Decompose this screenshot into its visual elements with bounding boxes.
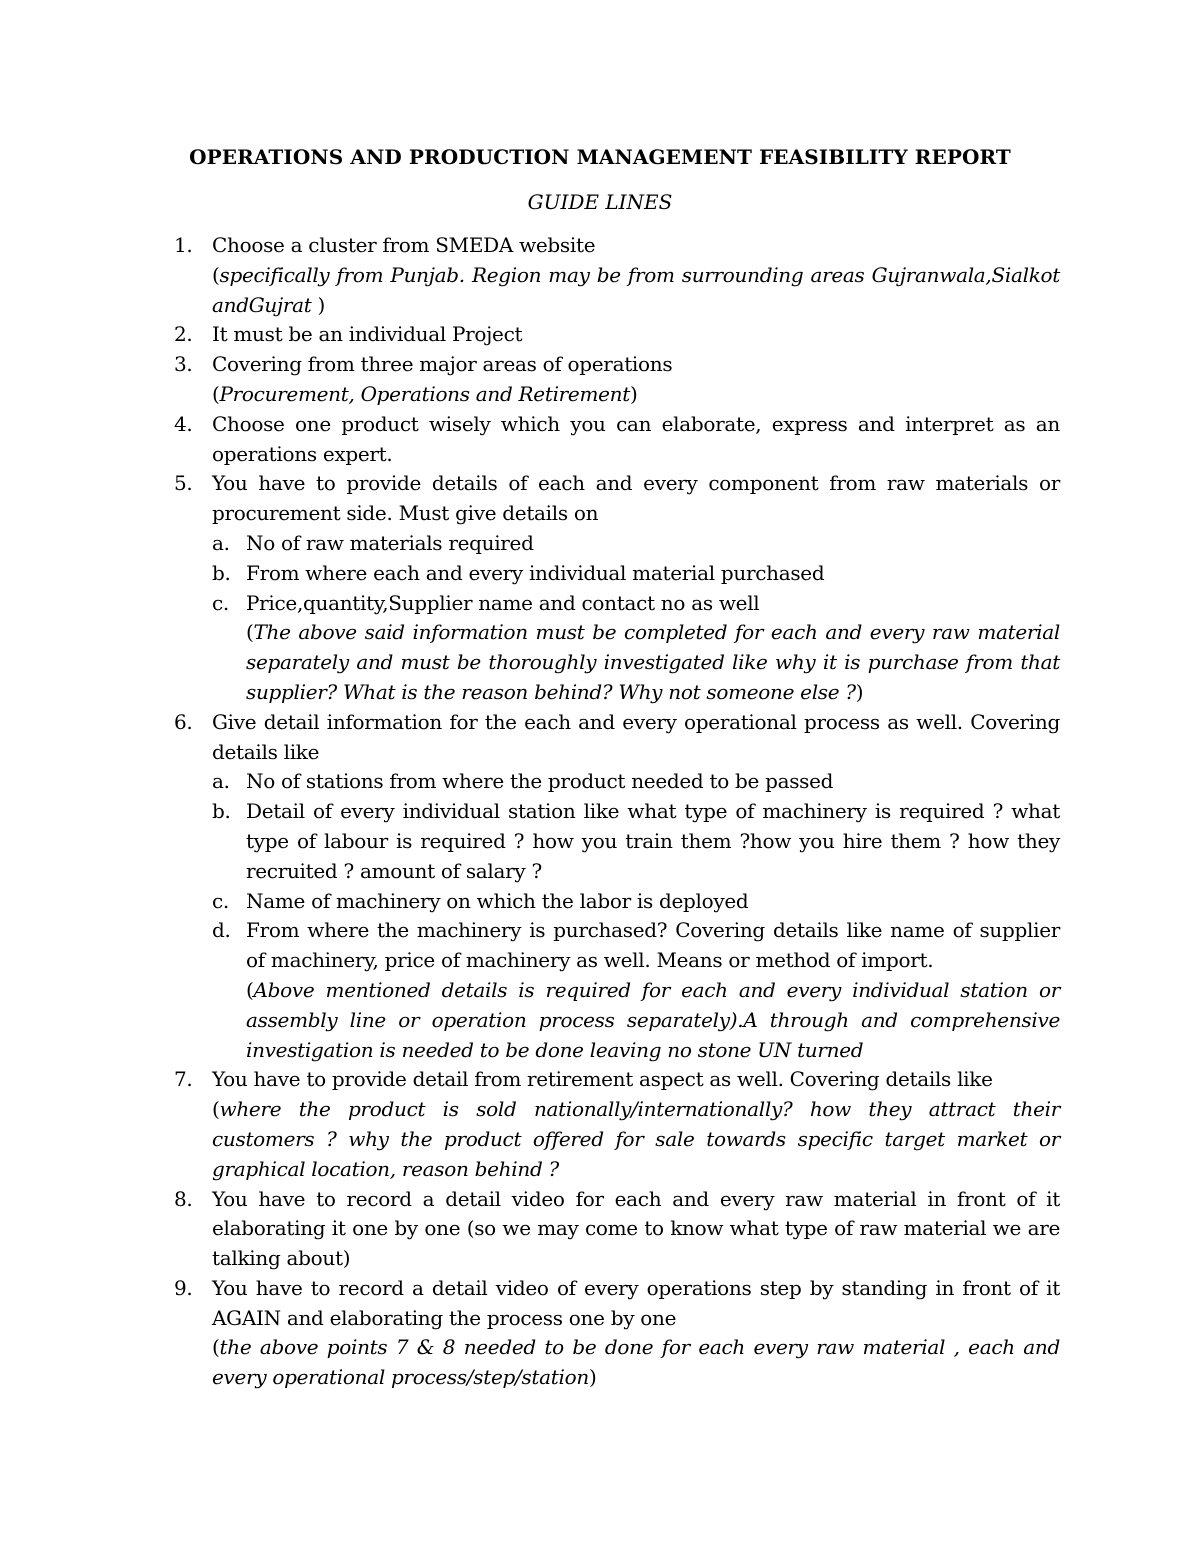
guideline-item-1 <box>174 231 1060 320</box>
item-text: You have to record a detail video for each and every raw material in front of it elaborating it one by one (so we may come to know what type of raw material we are talking about) <box>212 1186 1060 1271</box>
guideline-item-2 <box>174 320 1060 350</box>
item-text: Choose a cluster from SMEDA website <box>212 233 596 257</box>
sub-list <box>212 529 1060 708</box>
guideline-item-8 <box>174 1185 1060 1274</box>
item-number: 9. <box>174 1275 193 1300</box>
sub-item-text: Price,quantity,Supplier name and contact no as well <box>246 590 760 615</box>
sub-item-d <box>212 916 1060 1065</box>
document-title: OPERATIONS AND PRODUCTION MANAGEMENT FEASIBILITY REPORT <box>189 145 1011 169</box>
item-text: You have to provide details of each and every component from raw materials or procurement side. Must give details on <box>212 471 1060 526</box>
sub-item-text: Detail of every individual station like what type of machinery is required ? what type of labour is required ? how you train them ?how you hire them ? how they recruited ? amount of salary ? <box>246 799 1060 883</box>
sub-item-text: From where the machinery is purchased? Covering details like name of supplier of machinery, price of machinery as well. Means or method of import. <box>246 918 1060 973</box>
item-number: 7. <box>174 1067 193 1092</box>
sub-item-number: b. <box>212 799 231 824</box>
item-text: Give detail information for the each and every operational process as well. Covering details like <box>212 709 1060 764</box>
item-number: 4. <box>174 411 193 436</box>
sub-item-note: (Above mentioned details is required for each and every individual station or assembly line or operation process separately).A through and comprehensive investigation is needed to be done leaving no stone UN turned <box>246 977 1060 1062</box>
item-text: It must be an individual Project <box>212 322 523 347</box>
item-number: 2. <box>174 322 193 347</box>
sub-item-c <box>212 887 1060 917</box>
item-note: (specifically from Punjab. Region may be from surrounding areas Gujranwala,Sialkot andGujrat ) <box>212 262 1060 317</box>
item-note-text: specifically from Punjab. Region may be from surrounding areas Gujranwala,Sialkot andGujrat <box>212 262 1060 317</box>
sub-item-text: Name of machinery on which the labor is deployed <box>246 888 749 913</box>
item-number: 6. <box>174 709 193 734</box>
item-number: 5. <box>174 471 193 496</box>
guideline-item-7 <box>174 1065 1060 1184</box>
item-text: You have to record a detail video of every operations step by standing in front of it AGAIN and elaborating the process one by one <box>212 1275 1060 1330</box>
item-text: You have to provide detail from retirement aspect as well. Covering details like <box>212 1067 993 1092</box>
sub-item-note: (The above said information must be completed for each and every raw material separately and must be thoroughly investigated like why it is purchase from that supplier? What is the reason behind? Why not someone else ?) <box>246 620 1060 704</box>
sub-item-a <box>212 529 1060 559</box>
document-subtitle: GUIDE LINES <box>527 190 673 214</box>
guideline-item-5 <box>174 469 1060 707</box>
item-note: (the above points 7 & 8 needed to be done for each every raw material , each and every operational process/step/station) <box>212 1335 1060 1390</box>
sub-item-a <box>212 767 1060 797</box>
sub-item-b <box>212 797 1060 886</box>
item-number: 3. <box>174 352 193 377</box>
sub-item-number: d. <box>212 918 231 943</box>
guideline-item-9 <box>174 1274 1060 1393</box>
item-note-text: Procurement, Operations and Retirement <box>219 381 630 406</box>
guideline-item-3 <box>174 350 1060 410</box>
sub-item-c <box>212 589 1060 708</box>
item-note: (Procurement, Operations and Retirement) <box>212 381 638 406</box>
sub-item-number: a. <box>212 769 230 794</box>
sub-item-number: c. <box>212 888 229 913</box>
sub-item-text: No of raw materials required <box>246 530 534 555</box>
sub-item-text: From where each and every individual material purchased <box>246 560 825 585</box>
item-note-text: the above points 7 & 8 needed to be done for each every raw material , each and every operational process/step/station <box>212 1335 1060 1390</box>
sub-item-b <box>212 559 1060 589</box>
item-text: Covering from three major areas of operations <box>212 352 673 377</box>
guideline-item-6 <box>174 708 1060 1066</box>
sub-item-number: a. <box>212 530 230 555</box>
item-text: Choose one product wisely which you can elaborate, express and interpret as an operations expert. <box>212 411 1060 466</box>
item-note-text: where the product is sold nationally/internationally? how they attract their customers ? why the product offered for sale towards specific target market or graphical location, reason behind ? <box>212 1097 1060 1181</box>
sub-item-note-text: The above said information must be completed for each and every raw material separately and must be thoroughly investigated like why it is purchase from that supplier? What is the reason behind? Why not someone else ? <box>246 620 1060 704</box>
sub-list <box>212 767 1060 1065</box>
sub-item-note-text: Above mentioned details is required for each and every individual station or assembly line or operation process separately).A through and comprehensive investigation is needed to be done leaving no stone UN turned <box>246 977 1060 1062</box>
item-number: 1. <box>174 233 193 257</box>
guideline-item-4 <box>174 410 1060 470</box>
item-number: 8. <box>174 1186 193 1211</box>
item-note: (where the product is sold nationally/internationally? how they attract their customers ? why the product offered for sale towards specific target market or graphical location, reason behind ? <box>212 1097 1060 1181</box>
sub-item-number: b. <box>212 560 231 585</box>
sub-item-number: c. <box>212 590 229 615</box>
sub-item-text: No of stations from where the product needed to be passed <box>246 769 834 794</box>
guideline-list <box>174 231 1060 1393</box>
